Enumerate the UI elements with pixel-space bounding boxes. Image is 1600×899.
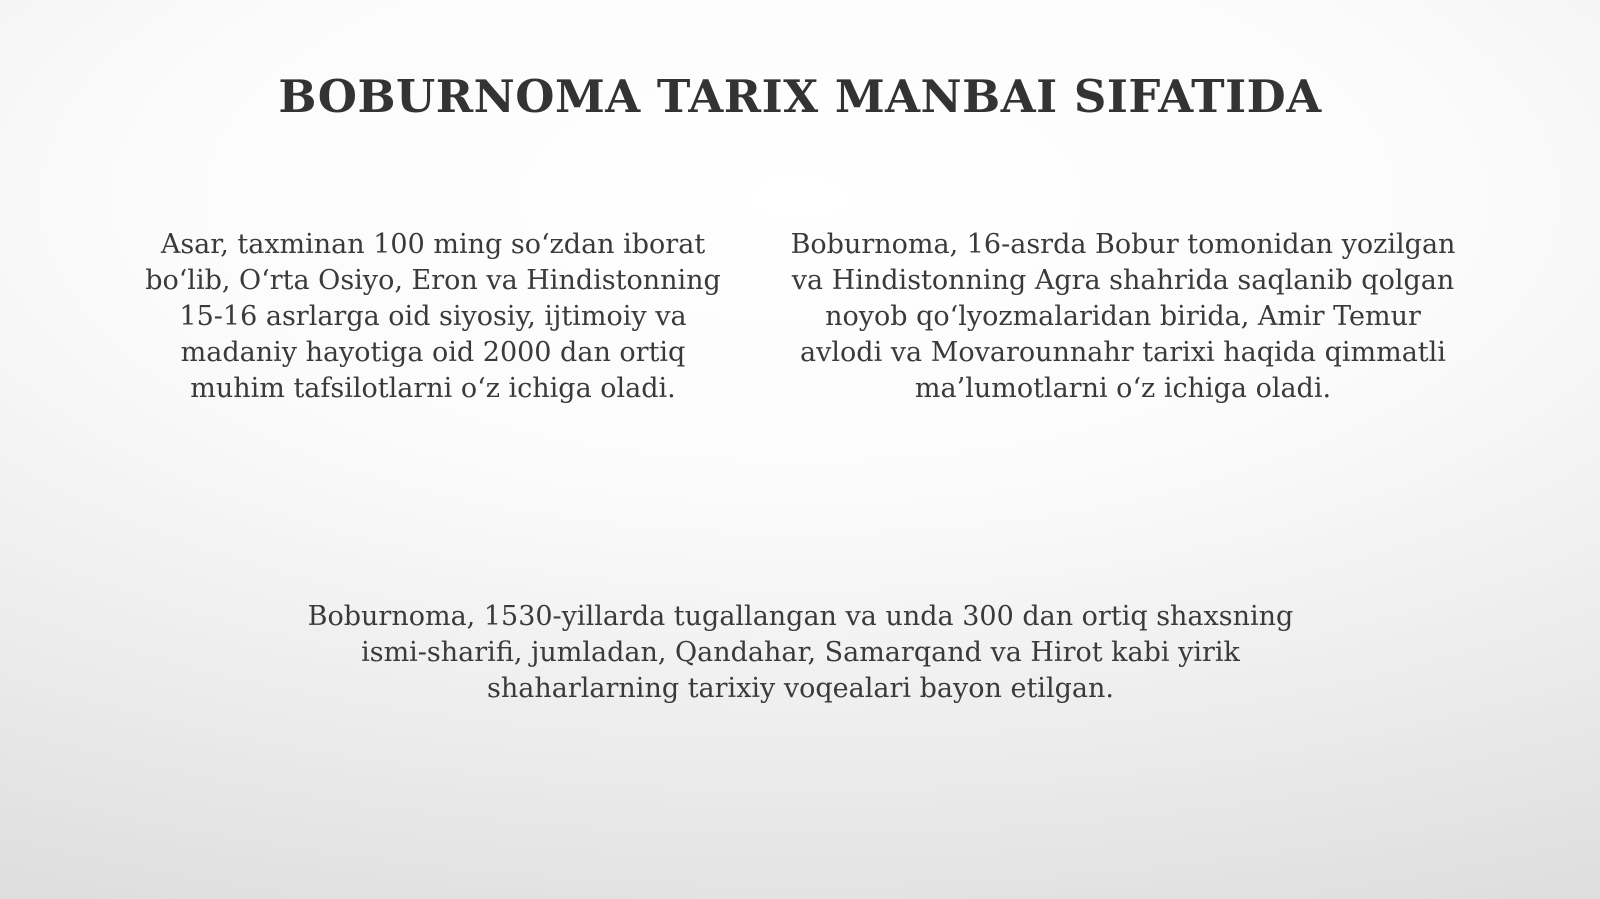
left-paragraph-line: bo‘lib, O‘rta Osiyo, Eron va Hindistonning: [145, 265, 721, 296]
left-paragraph: [118, 227, 748, 407]
right-paragraph-line: avlodi va Movarounnahr tarixi haqida qimmatli: [800, 337, 1446, 368]
right-paragraph: [778, 227, 1468, 407]
right-paragraph-line: noyob qo‘lyozmalaridan birida, Amir Temur: [825, 301, 1421, 332]
bottom-paragraph-line: shaharlarning tarixiy voqealari bayon etilgan.: [487, 673, 1114, 704]
left-paragraph-line: madaniy hayotiga oid 2000 dan ortiq: [180, 337, 686, 368]
right-paragraph-line: Boburnoma, 16-asrda Bobur tomonidan yozilgan: [790, 229, 1456, 260]
slide-title: BOBURNOMA TARIX MANBAI SIFATIDA: [278, 70, 1322, 123]
left-paragraph-line: Asar, taxminan 100 ming so‘zdan iborat: [160, 229, 706, 260]
bottom-paragraph-line: Boburnoma, 1530-yillarda tugallangan va unda 300 dan ortiq shaxsning: [307, 601, 1294, 632]
bottom-paragraph: [258, 599, 1343, 707]
left-paragraph-line: muhim tafsilotlarni o‘z ichiga oladi.: [190, 373, 676, 404]
bottom-paragraph-line: ismi-sharifi, jumladan, Qandahar, Samarqand va Hirot kabi yirik: [361, 637, 1240, 668]
left-paragraph-line: 15-16 asrlarga oid siyosiy, ijtimoiy va: [179, 301, 687, 332]
right-paragraph-line: ma’lumotlarni o‘z ichiga oladi.: [914, 373, 1332, 404]
right-paragraph-line: va Hindistonning Agra shahrida saqlanib qolgan: [791, 265, 1455, 296]
